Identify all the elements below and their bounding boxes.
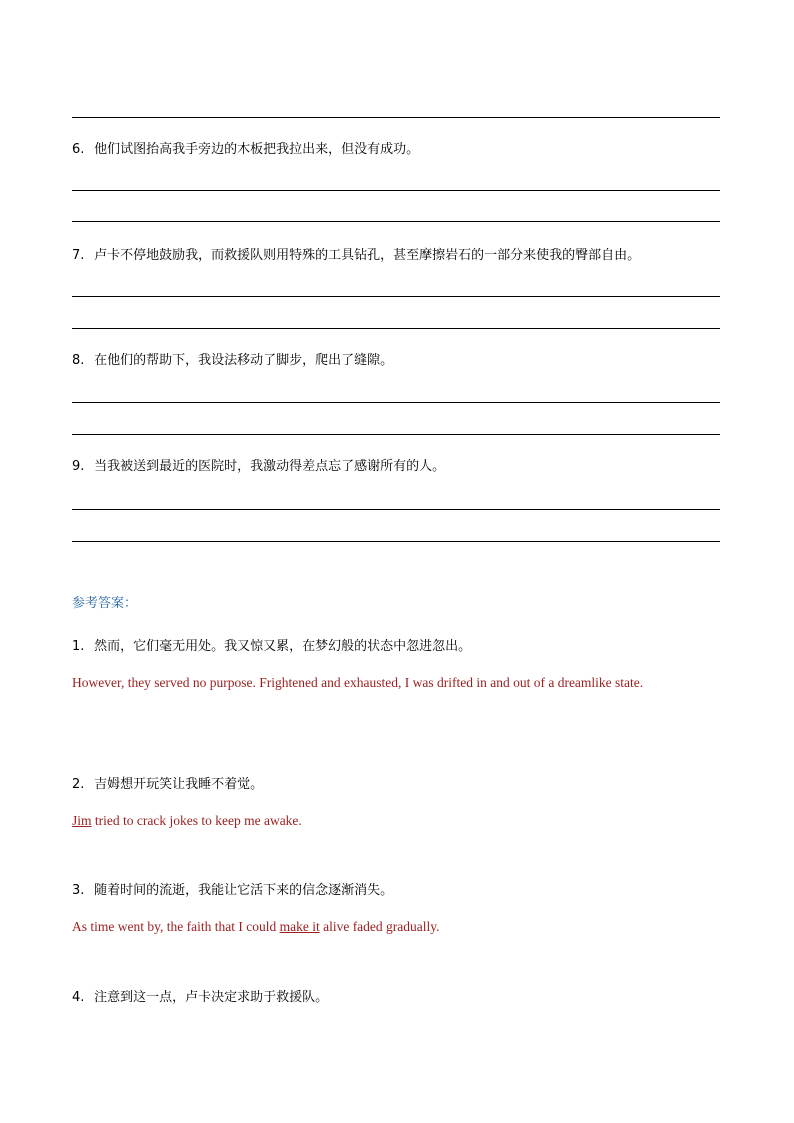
- answer-number: 3.: [72, 883, 85, 898]
- question-number: 7.: [72, 248, 85, 263]
- question-text: 当我被送到最近的医院时，我激动得差点忘了感谢所有的人。: [94, 459, 446, 474]
- answer-cn-text: 吉姆想开玩笑让我睡不着觉。: [94, 777, 264, 792]
- answer-cn-text: 随着时间的流逝，我能让它活下来的信念逐渐消失。: [94, 883, 394, 898]
- answer-number: 4.: [72, 990, 85, 1005]
- question-text: 卢卡不停地鼓励我，而救援队则用特殊的工具钻孔，甚至摩擦岩石的一部分来使我的臀部自由。: [94, 248, 641, 263]
- question-text: 在他们的帮助下，我设法移动了脚步，爬出了缝隙。: [94, 353, 394, 368]
- answers-heading: 参考答案：: [72, 596, 138, 611]
- answer-line: [72, 402, 720, 403]
- question-number: 9.: [72, 459, 85, 474]
- answer-line: [72, 509, 720, 510]
- answer-2-en: [72, 805, 722, 837]
- answer-3-en: [72, 911, 722, 943]
- answer-line: [72, 328, 720, 329]
- answer-line: [72, 190, 720, 191]
- question-number: 6.: [72, 142, 85, 157]
- question-7: [72, 247, 732, 265]
- answer-en-text: tried to crack jokes to keep me awake.: [91, 813, 302, 828]
- underlined-word: Jim: [72, 813, 92, 828]
- answer-number: 2.: [72, 777, 85, 792]
- answer-line: [72, 221, 720, 222]
- question-number: 8.: [72, 353, 85, 368]
- underlined-phrase: make it: [279, 919, 320, 934]
- answer-2-cn: [72, 776, 732, 794]
- answer-cn-text: 然而，它们毫无用处。我又惊又累，在梦幻般的状态中忽进忽出。: [94, 639, 472, 654]
- answer-4-cn: [72, 989, 732, 1007]
- answer-line: [72, 117, 720, 118]
- answer-1-cn: [72, 638, 732, 656]
- answer-3-cn: [72, 882, 732, 900]
- question-9: [72, 458, 732, 476]
- answer-en-text: As time went by, the faith that I could: [72, 919, 280, 934]
- answer-line: [72, 434, 720, 435]
- answer-line: [72, 541, 720, 542]
- answer-line: [72, 296, 720, 297]
- answer-1-en: However, they served no purpose. Frightened and exhausted, I was drifted in and out of a dreamlike state.: [72, 675, 644, 690]
- answer-en-text: alive faded gradually.: [319, 919, 440, 934]
- question-6: [72, 141, 732, 159]
- question-text: 他们试图抬高我手旁边的木板把我拉出来，但没有成功。: [94, 142, 420, 157]
- answer-cn-text: 注意到这一点，卢卡决定求助于救援队。: [94, 990, 329, 1005]
- question-8: [72, 352, 732, 370]
- answer-number: 1.: [72, 639, 85, 654]
